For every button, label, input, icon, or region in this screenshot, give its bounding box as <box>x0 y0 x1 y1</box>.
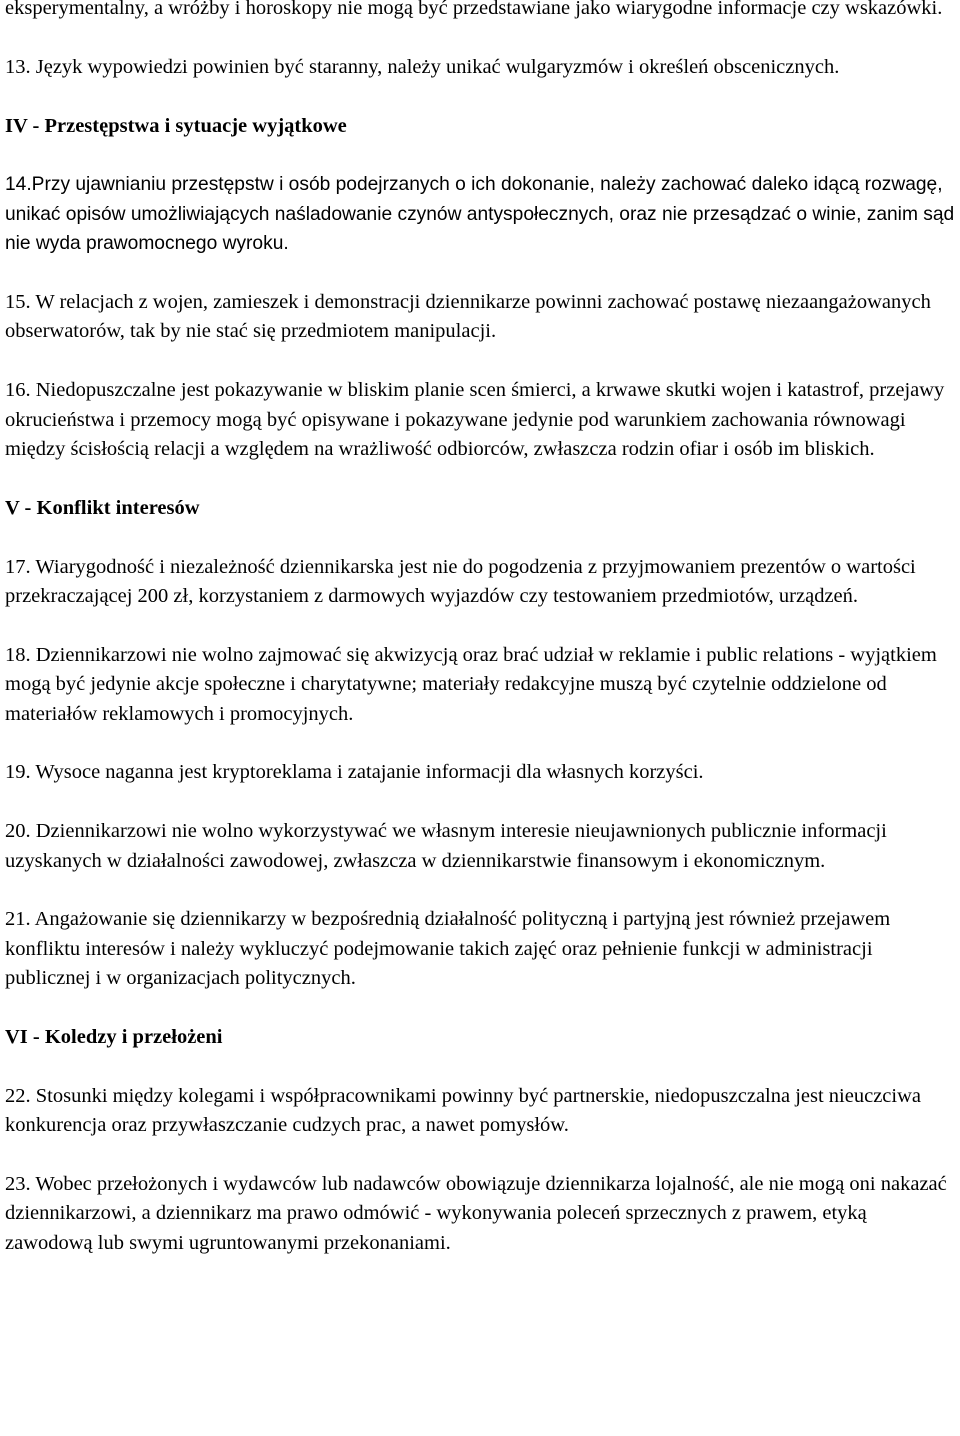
section-heading-v: V - Konflikt interesów <box>5 496 200 519</box>
paragraph-23: 23. Wobec przełożonych i wydawców lub nadawców obowiązuje dziennikarza lojalność, ale nie mogą oni nakazać dziennikarzowi, a dziennikarz ma prawo odmówić - wykonywania poleceń sprzecznych z prawem, etyką zawodową lub swymi ugruntowanymi przekonaniami. <box>5 1173 947 1254</box>
section-heading-vi: VI - Koledzy i przełożeni <box>5 1026 223 1049</box>
paragraph-20: 20. Dziennikarzowi nie wolno wykorzystywać we własnym interesie nieujawnionych publicznie informacji uzyskanych w działalności zawodowej, zwłaszcza w dziennikarstwie finansowym i ekonomicznym. <box>5 820 887 872</box>
paragraph-18: 18. Dziennikarzowi nie wolno zajmować się akwizycją oraz brać udział w reklamie i public relations - wyjątkiem mogą być jedynie akcje społeczne i charytatywne; materiały redakcyjne muszą być czytelnie oddzielone od materiałów reklamowych i promocyjnych. <box>5 643 937 725</box>
section-heading-iv: IV - Przestępstwa i sytuacje wyjątkowe <box>5 114 347 137</box>
paragraph-21: 21. Angażowanie się dziennikarzy w bezpośrednią działalność polityczną i partyjną jest również przejawem konfliktu interesów i należy wykluczyć podejmowanie takich zajęć oraz pełnienie funkcji w administracji publicznej i w organizacjach politycznych. <box>5 908 891 990</box>
paragraph-15: 15. W relacjach z wojen, zamieszek i demonstracji dziennikarze powinni zachować postawę niezaangażowanych obserwatorów, tak by nie stać się przedmiotem manipulacji. <box>5 291 931 343</box>
paragraph-14: 14.Przy ujawnianiu przestępstw i osób podejrzanych o ich dokonanie, należy zachować daleko idącą rozwagę, unikać opisów umożliwiających naśladowanie czynów antyspołecznych, oraz nie przesądzać o winie, zanim sąd nie wyda prawomocnego wyroku. <box>5 174 955 255</box>
paragraph-22: 22. Stosunki między kolegami i współpracownikami powinny być partnerskie, niedopuszczalna jest nieuczciwa konkurencja oraz przywłaszczanie cudzych prac, a nawet pomysłów. <box>5 1084 921 1137</box>
paragraph-13: 13. Język wypowiedzi powinien być staranny, należy unikać wulgaryzmów i określeń obscenicznych. <box>5 55 840 78</box>
document-page <box>5 0 955 1258</box>
paragraph-12-continuation: eksperymentalny, a wróżby i horoskopy nie mogą być przedstawiane jako wiarygodne informacje czy wskazówki. <box>5 0 943 19</box>
paragraph-17: 17. Wiarygodność i niezależność dziennikarska jest nie do pogodzenia z przyjmowaniem prezentów o wartości przekraczającej 200 zł, korzystaniem z darmowych wyjazdów czy testowaniem przedmiotów, urządzeń. <box>5 555 916 608</box>
paragraph-19: 19. Wysoce naganna jest kryptoreklama i zatajanie informacji dla własnych korzyści. <box>5 761 704 784</box>
paragraph-16: 16. Niedopuszczalne jest pokazywanie w bliskim planie scen śmierci, a krwawe skutki wojen i katastrof, przejawy okrucieństwa i przemocy mogą być opisywane i pokazywane jedynie pod warunkiem zachowania równowagi między ścisłością relacji a względem na wrażliwość odbiorców, zwłaszcza rodzin ofiar i osób im bliskich. <box>5 379 945 461</box>
